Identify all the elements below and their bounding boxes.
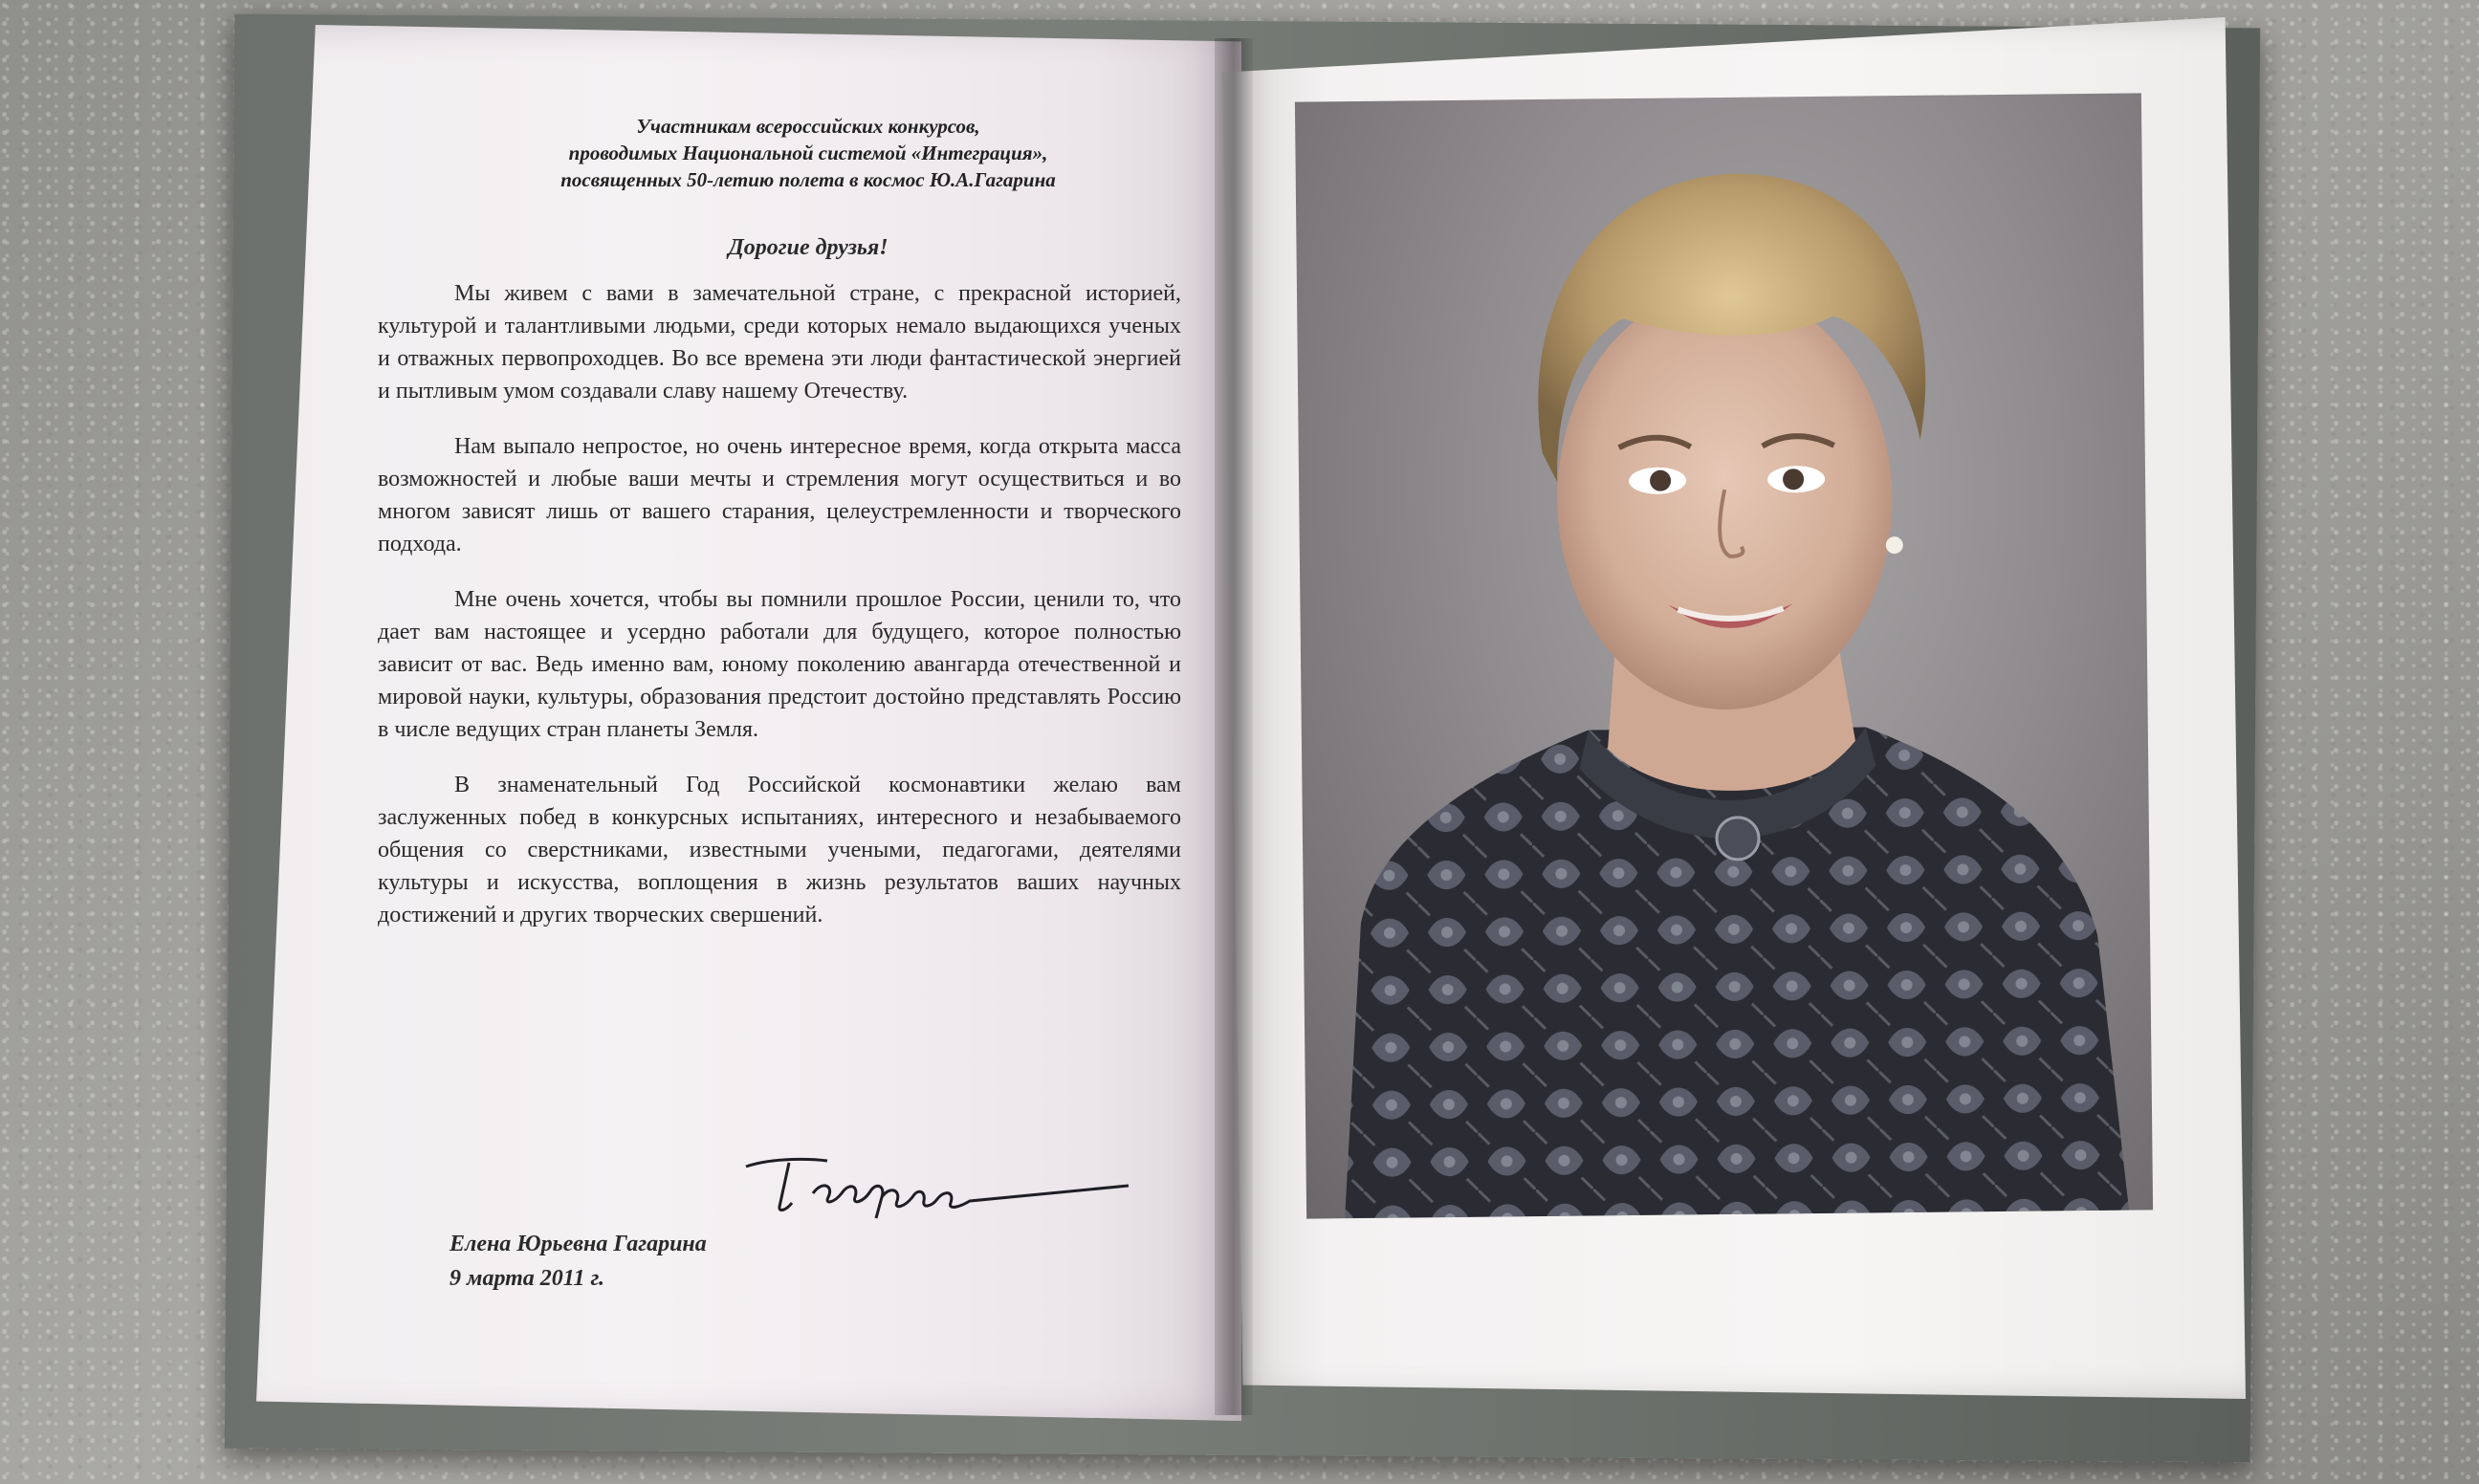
header-line: посвященных 50-летию полета в космос Ю.А.Гагарина [560,168,1056,191]
portrait-photo [1295,93,2153,1218]
book-spine [1215,38,1253,1415]
letter-greeting: Дорогие друзья! [728,235,888,260]
header-line: Участникам всероссийских конкурсов, [636,115,980,138]
letter-paragraph: Нам выпало непростое, но очень интересное время, когда открыта масса возможностей и любые ваши мечты и стремления могут осуществиться и во многом зависят лишь от вашего старания, целеустремленности и творческого подхода. [378,434,1181,556]
handwritten-signature [736,1147,1138,1224]
letter-header [435,113,1181,193]
letter-text [378,113,1181,954]
letter-paragraph: Мне очень хочется, чтобы вы помнили прошлое России, ценили то, что дает вам настоящее и усердно работали для будущего, которое полностью зависит от вас. Ведь именно вам, юному поколению авангарда отечественной и мировой науки, культуры, образования предстоит достойно представлять Россию в числе ведущих стран планеты Земля. [378,587,1181,742]
portrait-illustration [1295,93,2153,1218]
letter-paragraph: В знаменательный Год Российской космонавтики желаю вам заслуженных побед в конкурсных испытаниях, интересного и незабываемого общения со сверстниками, известными учеными, педагогами, деятелями культуры и искусства, воплощения в жизнь результатов ваших научных достижений и других творческих свершений. [378,773,1181,928]
header-line: проводимых Национальной системой «Интеграция», [568,142,1048,164]
signer-name: Елена Юрьевна Гагарина [450,1232,707,1256]
signature-block [450,1147,1176,1300]
letter-paragraph: Мы живем с вами в замечательной стране, с прекрасной историей, культурой и талантливыми людьми, среди которых немало выдающихся ученых и отважных первопроходцев. Во все времена эти люди фантастической энергией и пытливым умом создавали славу нашему Отечеству. [378,281,1181,404]
letter-date: 9 марта 2011 г. [450,1266,605,1291]
